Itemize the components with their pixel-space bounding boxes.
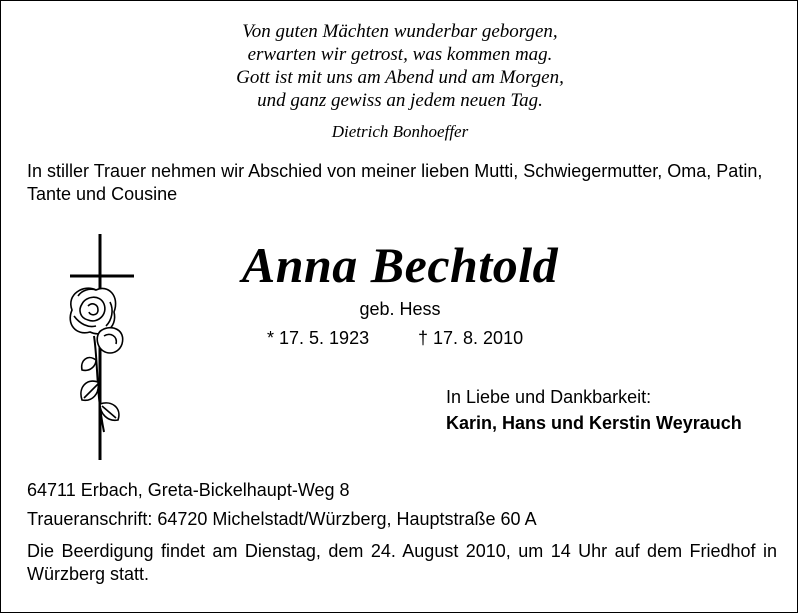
poem-line: Gott ist mit uns am Abend und am Morgen, [236,67,564,88]
poem-line: und ganz gewiss an jedem neuen Tag. [257,90,543,111]
thanks-line: In Liebe und Dankbarkeit: [446,387,652,407]
birth-date: * 17. 5. 1923 [267,328,370,348]
mourning-address: Traueranschrift: 64720 Michelstadt/Würzberg, Hauptstraße 60 A [27,509,537,529]
family-names: Karin, Hans und Kerstin Weyrauch [446,413,742,433]
funeral-notice: Die Beerdigung findet am Dienstag, dem 24. August 2010, um 14 Uhr auf dem Friedhof in Würzberg statt. [27,541,777,584]
poem-line: erwarten wir getrost, was kommen mag. [247,44,553,65]
deceased-name: Anna Bechtold [241,237,559,293]
poem [0,20,800,143]
intro-text: In stiller Trauer nehmen wir Abschied von meiner lieben Mutti, Schwiegermutter, Oma, Patin, Tante und Cousine [27,161,763,204]
death-date: † 17. 8. 2010 [418,328,524,348]
poem-author: Dietrich Bonhoeffer [331,122,469,141]
address-line: 64711 Erbach, Greta-Bickelhaupt-Weg 8 [27,480,350,500]
poem-line: Von guten Mächten wunderbar geborgen, [242,21,558,42]
maiden-name: geb. Hess [359,299,441,319]
